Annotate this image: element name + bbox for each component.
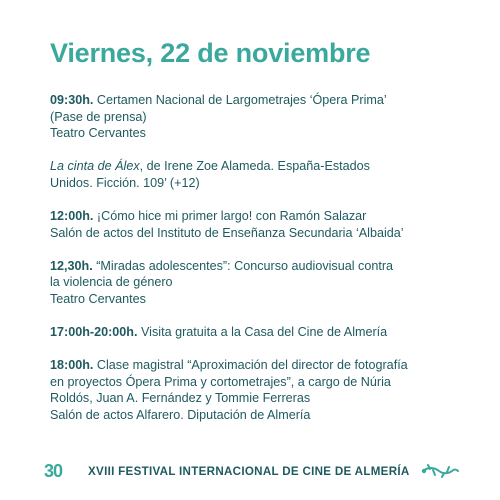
event-venue: Salón de actos del Instituto de Enseñanza Secundaria ‘Albaida’: [50, 225, 404, 240]
event-time: 18:00h.: [50, 358, 94, 373]
event-description-cont: Roldós, Juan A. Fernández y Tommie Ferreras: [50, 391, 311, 406]
event-description: Certamen Nacional de Largometrajes ‘Ópera Prima’: [96, 93, 387, 107]
event-description-cont: en proyectos Ópera Prima y cortometrajes”, a cargo de Núria: [50, 374, 391, 389]
event-1200-line-1: [50, 208, 454, 225]
event-venue: Salón de actos Alfarero. Diputación de Almería: [50, 407, 311, 422]
event-description: ¡Cómo hice mi primer largo! con Ramón Salazar: [96, 208, 367, 223]
festival-name: XVIII FESTIVAL INTERNACIONAL DE CINE DE ALMERÍA: [88, 465, 410, 478]
event-1230-line-1: [50, 258, 454, 275]
event-time: 12:00h.: [50, 208, 94, 223]
event-1800: [50, 357, 454, 423]
event-time: 12,30h.: [50, 258, 93, 273]
event-film-line-1: [50, 158, 454, 175]
lizard-logo-icon: [420, 462, 460, 485]
festival-footer: [44, 459, 464, 483]
event-venue: Teatro Cervantes: [50, 291, 146, 306]
film-title: La cinta de Álex: [50, 159, 140, 174]
event-1200: [50, 208, 454, 241]
event-1700-line-1: [50, 324, 454, 341]
event-1230: [50, 258, 454, 308]
event-list: [50, 92, 454, 440]
event-description: Clase magistral “Aproximación del director de fotografía: [96, 358, 408, 373]
event-description-cont: (Pase de prensa): [50, 109, 147, 124]
film-details: Unidos. Ficción. 109’ (+12): [50, 175, 200, 190]
event-0930-line-1: [50, 92, 454, 109]
event-description: “Miradas adolescentes”: Concurso audiovisual contra: [96, 258, 394, 273]
event-time: 09:30h.: [50, 93, 94, 107]
event-1800-line-1: [50, 357, 454, 374]
event-time: 17:00h-20:00h.: [50, 324, 138, 339]
event-venue: Teatro Cervantes: [50, 126, 146, 141]
event-description-cont: la violencia de género: [50, 275, 173, 290]
event-description: Visita gratuita a la Casa del Cine de Almería: [141, 324, 388, 339]
edition-badge: 30: [44, 461, 63, 481]
event-0930: [50, 92, 454, 142]
event-1700: [50, 324, 454, 341]
film-credits: , de Irene Zoe Alameda. España-Estados: [139, 159, 370, 174]
event-film-screening: [50, 158, 454, 191]
page-title: Viernes, 22 de noviembre: [50, 38, 371, 68]
